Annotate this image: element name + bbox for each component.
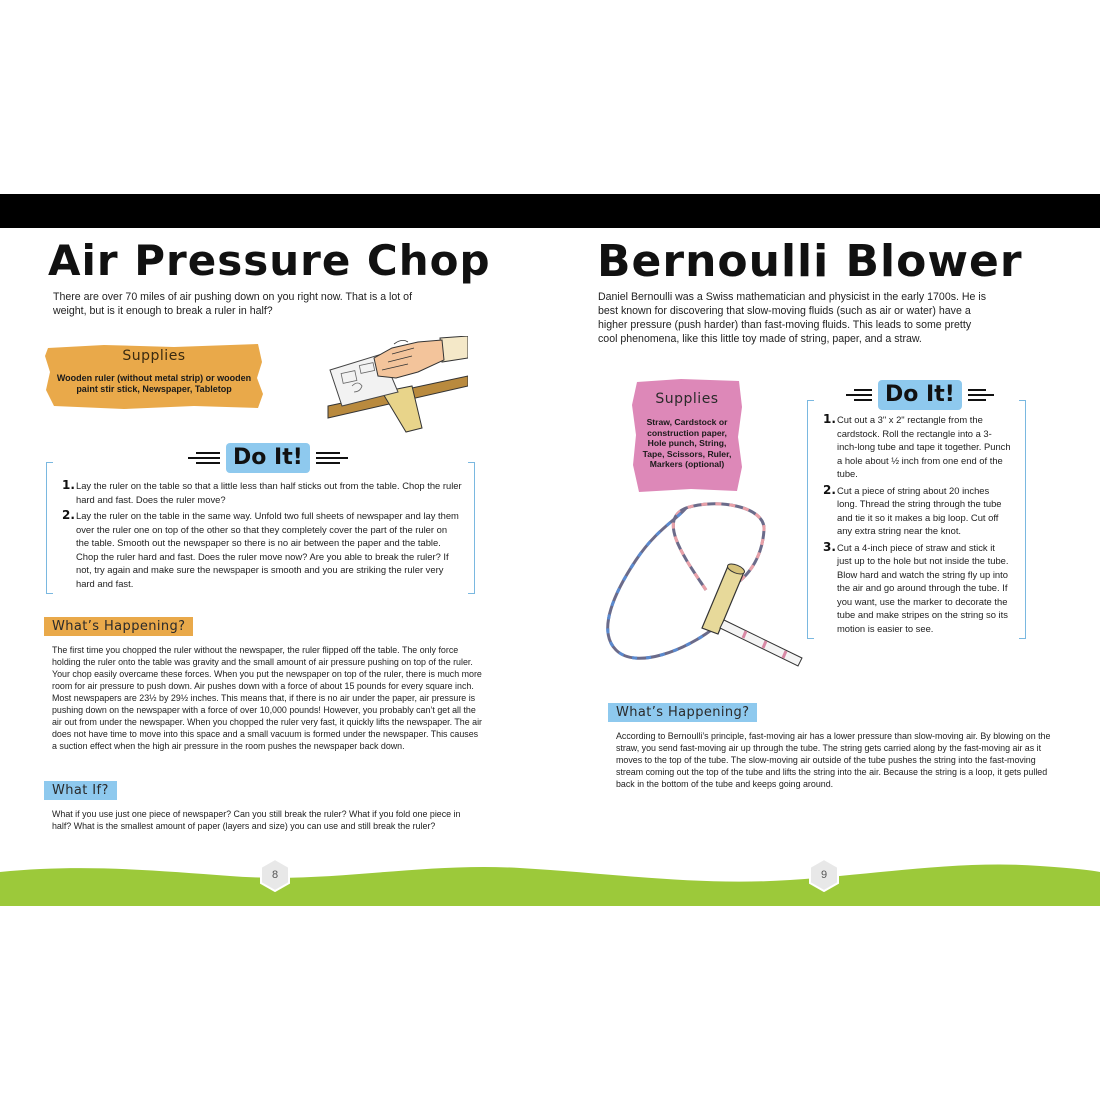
- page-title-right: Bernoulli Blower: [597, 236, 1023, 287]
- decor-lines: [846, 389, 872, 401]
- do-it-header-left: [188, 443, 348, 473]
- step-text: Cut a 4-inch piece of straw and stick it just up to the hole but not inside the tube. Blow hard and watch the string fly up into the air and go around through the tube. If you want, use the marker to decorate the tube and make stripes on the string so its motion is easier to see.: [837, 541, 1009, 634]
- steps-list-right: [823, 413, 1011, 638]
- steps-list-left: [62, 479, 462, 593]
- do-it-label: Do It!: [226, 443, 310, 473]
- whats-happening-text-left: The first time you chopped the ruler without the newspaper, the ruler flipped off the table. The only force holding the ruler onto the table was gravity and the small amount of air pressure pushing on top of the ruler. Your chop easily overcame these forces. When you put the newspaper on top of the ruler, there is much more room for air pressure to push down. Air pushes down with a force of about 15 pounds for every square inch. Most newspapers are 23½ by 29½ inches. This means that, if there is no air under the paper, air pressure is pushing down on the newspaper with a force of over 10,000 pounds! However, you probably can’t get all the air out from under the newspaper. When you chopped the ruler very fast, it quickly lifts the newspaper. The air does not have time to move into this space and a small vacuum is formed under the newspaper. This causes a suction effect when the high air pressure in the room pushes the newspaper back down.: [52, 645, 483, 751]
- bracket-left: [807, 400, 814, 639]
- bracket-right: [468, 462, 475, 594]
- intro-left: There are over 70 miles of air pushing down on you right now. That is a lot of weight, but is it enough to break a ruler in half?: [53, 291, 413, 317]
- supplies-box-left: [44, 342, 264, 410]
- bracket-left: [46, 462, 53, 594]
- blower-toy-illustration: [596, 500, 806, 680]
- step-item: [62, 509, 462, 590]
- step-text: Cut a piece of string about 20 inches long. Thread the string through the tube and tie it so it makes a big loop. Cut off any extra string near the knot.: [837, 484, 1002, 536]
- step-number: 2.: [62, 508, 75, 522]
- page-title-left: Air Pressure Chop: [48, 236, 491, 285]
- decor-lines: [316, 452, 348, 464]
- page-number-right: 9: [820, 869, 828, 881]
- intro-right: Daniel Bernoulli was a Swiss mathematician and physicist in the early 1700s. He is best known for discovering that slow-moving fluids (such as air or water) have a higher pressure (push harder) than fast-moving fluids. This leads to some pretty cool phenomena, like this little toy made of string, paper, and a straw.: [598, 291, 987, 345]
- step-text: Lay the ruler on the table in the same way. Unfold two full sheets of newspaper and lay them over the ruler one on top of the other so that they completely cover the part of the ruler on the table. Smooth out the newspaper so there is no air between the paper and the table. Chop the ruler hard and fast. Does the ruler move now? Are you able to break the ruler? If not, try again and make sure the newspaper is smooth and you are striking the ruler very hard and fast.: [76, 510, 459, 589]
- step-item: [823, 484, 1011, 538]
- supplies-box-right: [631, 377, 743, 493]
- supplies-title: Supplies: [122, 348, 186, 364]
- whats-happening-tag-right: What’s Happening?: [608, 703, 757, 722]
- step-number: 2.: [823, 482, 836, 497]
- what-if-text: What if you use just one piece of newspaper? Can you still break the ruler? What if you fold one piece in half? What is the smallest amount of paper (layers and size) you can use and still break the ruler?: [52, 809, 461, 831]
- decor-lines: [968, 389, 994, 401]
- supplies-title: Supplies: [655, 391, 719, 407]
- step-number: 1.: [823, 412, 836, 426]
- decor-lines: [188, 452, 220, 464]
- whats-happening-tag-left: What’s Happening?: [44, 617, 193, 636]
- do-it-label: Do It!: [878, 380, 962, 410]
- step-text: Lay the ruler on the table so that a little less than half sticks out from the table. Chop the ruler hard and fast. Does the ruler move?: [76, 480, 462, 505]
- step-item: [823, 413, 1011, 481]
- top-black-bar: [0, 194, 1100, 228]
- page-number-left: 8: [271, 869, 279, 881]
- step-item: [823, 541, 1011, 636]
- step-text: Cut out a 3" x 2" rectangle from the cardstock. Roll the rectangle into a 3-inch-long tube and tape it together. Punch a hole about ½ inch from one end of the tube.: [837, 414, 1011, 479]
- whats-happening-text-right: According to Bernoulli’s principle, fast-moving air has a lower pressure than slow-moving air. By blowing on the straw, you send fast-moving air up through the tube. The string gets carried along by the fast-moving air as it moves to the top of the tube. The slow-moving air outside of the tube pushes the string into the fast-moving stream coming out the top of the tube and lifts the string into the air. Because the string is a loop, it gets pulled back in the bottom of the tube and keeps going around.: [616, 731, 1051, 789]
- hand-chop-illustration: [322, 336, 468, 436]
- bracket-right: [1019, 400, 1026, 639]
- green-wave-footer: [0, 850, 1100, 910]
- step-item: [62, 479, 462, 506]
- what-if-tag: What If?: [44, 781, 117, 800]
- step-number: 1.: [62, 478, 75, 492]
- do-it-header-right: [846, 380, 994, 410]
- supplies-list: Wooden ruler (without metal strip) or wooden paint stir stick, Newspaper, Tabletop: [56, 373, 252, 394]
- step-number: 3.: [823, 539, 836, 554]
- supplies-list: Straw, Cardstock or construction paper, Hole punch, String, Tape, Scissors, Ruler, Markers (optional): [642, 417, 732, 469]
